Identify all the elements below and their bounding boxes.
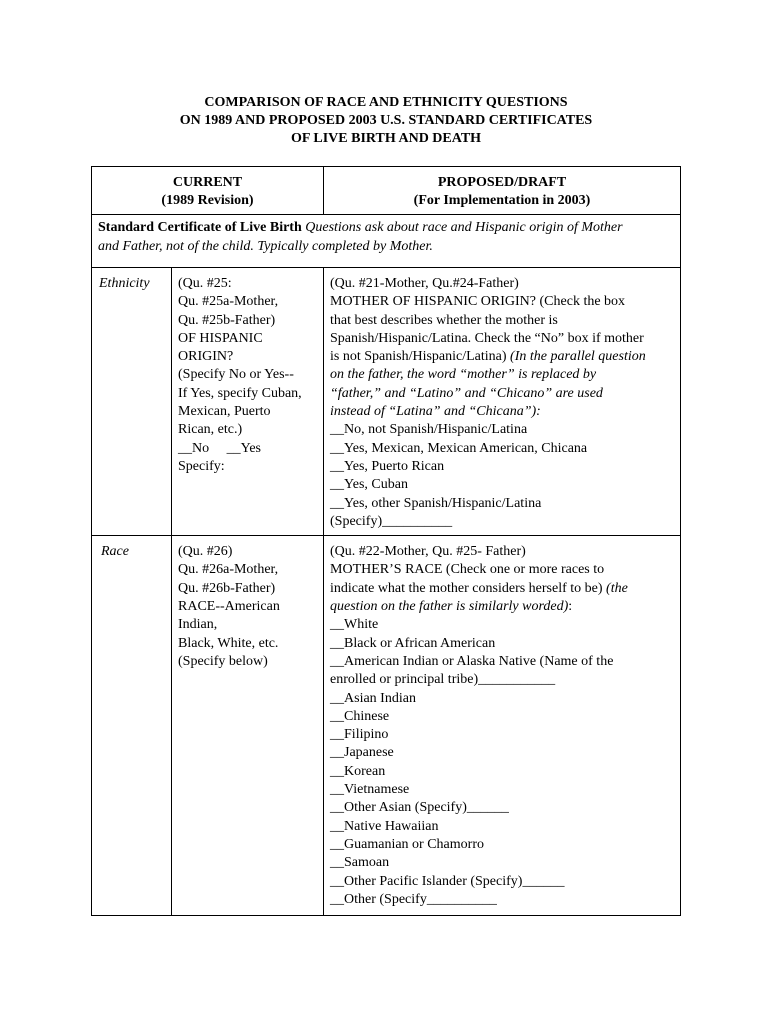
race-proposed-line: MOTHER’S RACE (Check one or more races to <box>330 562 605 578</box>
ethnicity-current-cell <box>172 268 324 536</box>
proposed-column-header <box>324 167 681 215</box>
column-header-row <box>92 167 681 215</box>
race-current-line: (Qu. #26) <box>178 544 233 560</box>
race-proposed-text: indicate what the mother considers herself to be) <box>330 580 607 596</box>
ethnicity-proposed-cell <box>324 268 681 536</box>
ethnicity-proposed-text: is not Spanish/Hispanic/Latina) <box>330 349 511 365</box>
race-proposed-line: __Guamanian or Chamorro <box>330 836 484 852</box>
ethnicity-proposed-line: “father,” and “Latino” and “Chicano” are used <box>330 385 603 401</box>
section-note-line-1: Questions ask about race and Hispanic origin of Mother <box>305 220 623 235</box>
section-header-cell <box>92 215 681 268</box>
ethnicity-proposed-line: that best describes whether the mother is <box>330 312 558 328</box>
document-title <box>92 94 680 148</box>
current-title: CURRENT <box>172 175 243 190</box>
ethnicity-current-line: Qu. #25b-Father) <box>178 312 276 328</box>
ethnicity-current-line: OF HISPANIC <box>178 330 263 346</box>
race-proposed-line: __Samoan <box>330 855 390 871</box>
ethnicity-row <box>92 268 681 536</box>
ethnicity-current-line: If Yes, specify Cuban, <box>178 385 302 401</box>
race-proposed-line: __Black or African American <box>330 635 496 651</box>
proposed-subtitle: (For Implementation in 2003) <box>413 193 591 208</box>
comparison-table <box>91 166 681 916</box>
race-current-line: (Specify below) <box>178 653 268 669</box>
ethnicity-label: Ethnicity <box>92 268 172 536</box>
race-current-line: Qu. #26a-Mother, <box>178 562 279 578</box>
ethnicity-proposed-line: on the father, the word “mother” is replaced by <box>330 367 597 383</box>
ethnicity-proposed-line: __Yes, other Spanish/Hispanic/Latina <box>330 495 542 511</box>
race-proposed-line: __Korean <box>330 763 386 779</box>
ethnicity-current-line: (Qu. #25: <box>178 276 232 291</box>
race-proposed-italic-text: (the <box>606 580 628 596</box>
section-note-line-2: and Father, not of the child. Typically completed by Mother. <box>98 238 433 254</box>
race-proposed-line: __Vietnamese <box>330 782 410 798</box>
ethnicity-proposed-line: __Yes, Puerto Rican <box>330 458 445 474</box>
ethnicity-current-line: Qu. #25a-Mother, <box>178 294 279 310</box>
race-proposed-line: __Chinese <box>330 708 390 724</box>
ethnicity-current-line: (Specify No or Yes-- <box>178 367 294 383</box>
race-current-line: Indian, <box>178 617 218 633</box>
ethnicity-current-line: Specify: <box>178 458 225 474</box>
race-current-line: RACE--American <box>178 599 280 615</box>
race-proposed-line: __White <box>330 617 379 633</box>
ethnicity-proposed-line: __No, not Spanish/Hispanic/Latina <box>330 422 528 438</box>
ethnicity-current-line: __No __Yes <box>178 440 261 456</box>
race-proposed-text: : <box>568 599 573 615</box>
current-column-header <box>92 167 324 215</box>
ethnicity-proposed-line: __Yes, Cuban <box>330 477 408 493</box>
ethnicity-current-line: Mexican, Puerto <box>178 404 271 420</box>
race-proposed-cell <box>324 536 681 916</box>
race-proposed-line: __Native Hawaiian <box>330 818 439 834</box>
race-proposed-line: __Other Asian (Specify)______ <box>330 800 509 816</box>
race-current-cell <box>172 536 324 916</box>
race-label: Race <box>92 536 172 916</box>
race-proposed-line: __Japanese <box>330 745 394 761</box>
race-proposed-line: enrolled or principal tribe)___________ <box>330 672 556 688</box>
ethnicity-proposed-line: MOTHER OF HISPANIC ORIGIN? (Check the box <box>330 294 626 310</box>
ethnicity-proposed-line: Spanish/Hispanic/Latina. Check the “No” box if mother <box>330 330 644 346</box>
ethnicity-current-line: Rican, etc.) <box>178 422 243 438</box>
race-proposed-line: __Other Pacific Islander (Specify)______ <box>330 873 565 889</box>
proposed-title: PROPOSED/DRAFT <box>437 175 567 190</box>
title-line-1: COMPARISON OF RACE AND ETHNICITY QUESTIONS <box>204 95 568 110</box>
race-row <box>92 536 681 916</box>
title-line-2: ON 1989 AND PROPOSED 2003 U.S. STANDARD CERTIFICATES <box>179 113 593 128</box>
race-proposed-italic-text: question on the father is similarly worded) <box>330 599 569 615</box>
ethnicity-proposed-line: (Specify)__________ <box>330 513 453 529</box>
race-proposed-line: (Qu. #22-Mother, Qu. #25- Father) <box>330 544 526 560</box>
race-proposed-line-mixed <box>330 580 676 598</box>
ethnicity-current-line: ORIGIN? <box>178 349 234 365</box>
ethnicity-proposed-line: (Qu. #21-Mother, Qu.#24-Father) <box>330 276 519 291</box>
title-line-3: OF LIVE BIRTH AND DEATH <box>290 131 482 146</box>
race-current-line: Black, White, etc. <box>178 635 279 651</box>
race-proposed-line: __Other (Specify__________ <box>330 891 497 907</box>
ethnicity-proposed-line-mixed <box>330 348 676 366</box>
section-row <box>92 215 681 268</box>
race-current-line: Qu. #26b-Father) <box>178 580 276 596</box>
section-heading: Standard Certificate of Live Birth <box>98 220 302 235</box>
ethnicity-proposed-line: instead of “Latina” and “Chicana”): <box>330 404 541 420</box>
ethnicity-proposed-line: __Yes, Mexican, Mexican American, Chicana <box>330 440 588 456</box>
race-proposed-line: __Filipino <box>330 727 389 743</box>
race-proposed-line-mixed <box>330 598 676 616</box>
race-proposed-line: __American Indian or Alaska Native (Name of the <box>330 653 614 669</box>
ethnicity-proposed-italic-text: (In the parallel question <box>510 349 646 365</box>
current-subtitle: (1989 Revision) <box>161 193 254 208</box>
race-proposed-line: __Asian Indian <box>330 690 416 706</box>
